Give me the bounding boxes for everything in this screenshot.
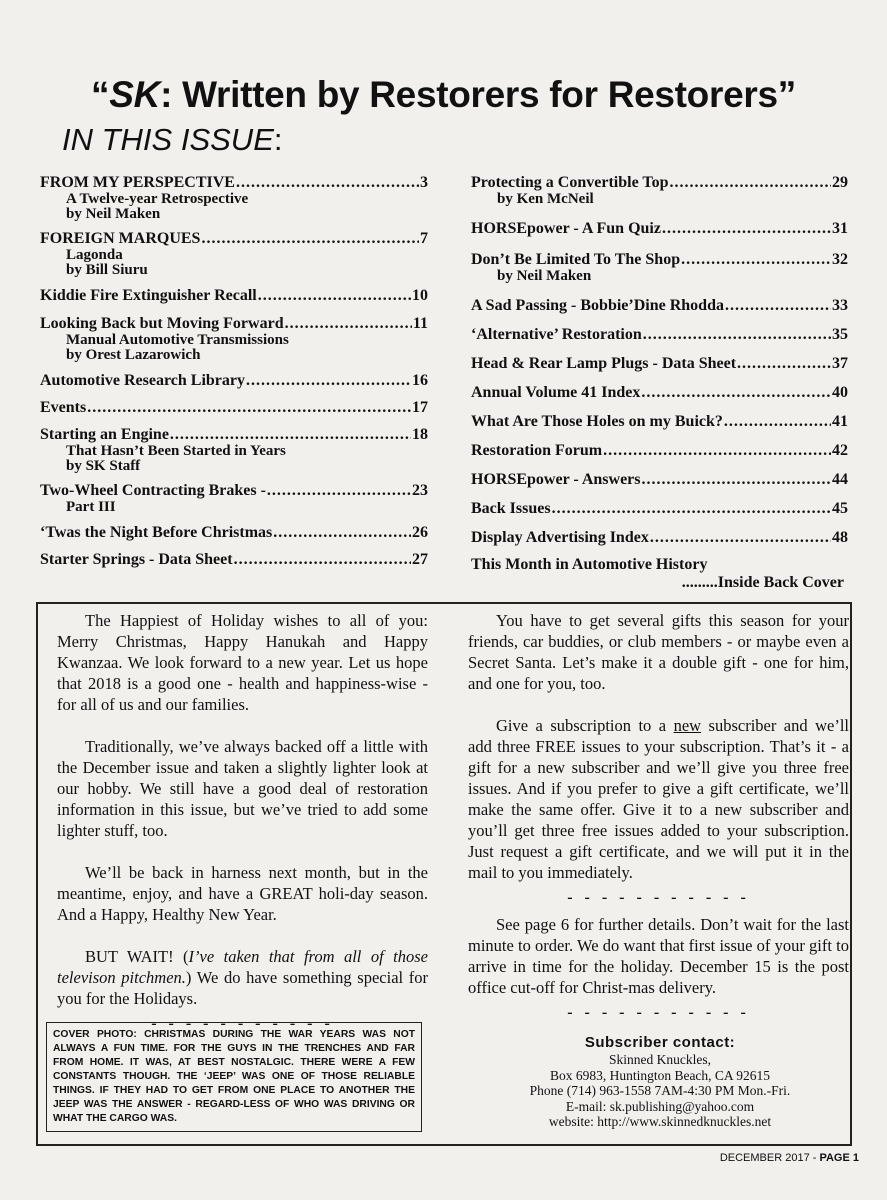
toc-page: 3 — [420, 174, 428, 191]
toc-leader — [552, 500, 831, 518]
toc-page: 29 — [832, 174, 848, 191]
toc-entry[interactable] — [471, 384, 848, 402]
toc-subtitle: Part III — [66, 499, 116, 515]
paragraph: BUT WAIT! (I’ve taken that from all of those televison pitchmen.) We do have something special for you for the Holidays. — [57, 947, 428, 1008]
toc-subtitle: by Ken McNeil — [497, 191, 594, 207]
toc-page: 23 — [412, 482, 428, 499]
toc-leader — [170, 426, 411, 444]
toc-page: 31 — [832, 220, 848, 237]
paragraph: Traditionally, we’ve always backed off a little with the December issue and taken a slightly lighter look at our hobby. We still have a good deal of restoration information in this issue, but we’ve tried to add some lighter stuff, too. — [57, 737, 428, 840]
toc-leader — [603, 442, 831, 460]
divider: - - - - - - - - - - - — [151, 1015, 334, 1032]
toc-entry[interactable] — [471, 251, 848, 284]
toc-page: .........Inside Back Cover — [681, 574, 844, 591]
toc-page: 11 — [412, 315, 428, 332]
toc-entry[interactable] — [40, 551, 428, 569]
headline-text: : Written by Restorers for Restorers” — [160, 74, 796, 115]
toc-subtitle: A Twelve-year Retrospective — [66, 191, 249, 207]
letter-right-column — [468, 610, 849, 1029]
paragraph: The Happiest of Holiday wishes to all of you: Merry Christmas, Happy Hanukah and Happy Kwanzaa. We look forward to a new year. Let us hope that 2018 is a good one - health and happiness-wise - for all of us and our families. — [57, 611, 428, 714]
toc-title: ‘Alternative’ Restoration — [471, 326, 642, 343]
toc-title: Back Issues — [471, 500, 551, 517]
toc-leader — [724, 413, 831, 431]
toc-page: 17 — [412, 399, 428, 416]
toc-title: HORSEpower - A Fun Quiz — [471, 220, 661, 237]
toc-leader — [234, 551, 411, 569]
subscriber-contact — [470, 1034, 850, 1130]
toc-page: 7 — [420, 230, 428, 247]
toc-title: Don’t Be Limited To The Shop — [471, 251, 681, 268]
paragraph: You have to get several gifts this season for your friends, car buddies, or club members - or maybe even a Secret Santa. Let’s make it a double gift - one for him, and one for you, too. — [468, 611, 849, 693]
toc-subtitle: by Neil Maken — [497, 268, 592, 284]
toc-title: Automotive Research Library — [40, 372, 245, 389]
toc-title: FROM MY PERSPECTIVE — [40, 174, 235, 191]
toc-page: 40 — [832, 384, 848, 401]
toc-page: 48 — [832, 529, 848, 546]
toc-leader — [662, 220, 831, 238]
toc-right-column — [471, 174, 848, 601]
contact-website[interactable]: website: http://www.skinnedknuckles.net — [548, 1114, 772, 1129]
toc-page: 27 — [412, 551, 428, 568]
toc-left-column — [40, 174, 428, 578]
letter-left-column — [57, 610, 428, 1040]
toc-page: 32 — [832, 251, 848, 268]
toc-subtitle: by Bill Siuru — [66, 262, 148, 278]
toc-entry[interactable] — [471, 297, 848, 315]
toc-entry[interactable] — [40, 174, 428, 222]
headline-sk: SK — [109, 74, 161, 115]
toc-subtitle: by Orest Lazarowich — [66, 347, 201, 363]
toc-title: Looking Back but Moving Forward — [40, 315, 284, 332]
divider: - - - - - - - - - - - — [567, 1004, 750, 1021]
toc-page: 45 — [832, 500, 848, 517]
toc-title: This Month in Automotive History — [471, 556, 708, 573]
toc-title: Starting an Engine — [40, 426, 169, 443]
toc-leader — [669, 174, 831, 192]
toc-leader — [643, 326, 831, 344]
contact-heading: Subscriber contact: — [584, 1034, 736, 1051]
toc-page: 18 — [412, 426, 428, 443]
toc-entry[interactable] — [40, 372, 428, 390]
link-new: new — [673, 716, 702, 735]
toc-leader — [681, 251, 831, 269]
contact-address: Box 6983, Huntington Beach, CA 92615 — [549, 1067, 771, 1083]
toc-page: 16 — [412, 372, 428, 389]
toc-entry[interactable] — [471, 500, 848, 518]
toc-leader — [642, 471, 832, 489]
toc-title: Starter Springs - Data Sheet — [40, 551, 233, 568]
toc-title: HORSEpower - Answers — [471, 471, 641, 488]
toc-entry[interactable] — [40, 230, 428, 278]
toc-page: 37 — [832, 355, 848, 372]
toc-page: 41 — [832, 413, 848, 430]
toc-title: Protecting a Convertible Top — [471, 174, 669, 191]
toc-title: Head & Rear Lamp Plugs - Data Sheet — [471, 355, 737, 372]
page-footer: DECEMBER 2017 - PAGE 1 — [719, 1152, 859, 1164]
toc-page: 26 — [412, 524, 428, 541]
toc-entry[interactable] — [471, 174, 848, 207]
toc-leader — [236, 174, 419, 192]
contact-phone: Phone (714) 963-1558 7AM-4:30 PM Mon.-Fri. — [529, 1083, 791, 1098]
toc-entry[interactable] — [471, 326, 848, 344]
toc-leader — [285, 315, 412, 333]
toc-title: FOREIGN MARQUES — [40, 230, 201, 247]
divider: - - - - - - - - - - - — [567, 889, 750, 906]
in-this-issue-heading — [62, 122, 283, 158]
toc-entry[interactable] — [471, 556, 848, 592]
toc-leader — [87, 399, 411, 417]
toc-title: Kiddie Fire Extinguisher Recall — [40, 287, 257, 304]
toc-leader — [246, 372, 411, 390]
contact-email[interactable]: E-mail: sk.publishing@yahoo.com — [565, 1098, 755, 1114]
toc-entry[interactable] — [40, 399, 428, 417]
toc-entry[interactable] — [40, 287, 428, 305]
toc-entry[interactable] — [40, 524, 428, 542]
toc-leader — [650, 529, 831, 547]
toc-subtitle: Lagonda — [66, 247, 123, 263]
in-this-issue-text: IN THIS ISSUE — [62, 122, 274, 157]
toc-leader — [725, 297, 831, 315]
toc-title: ‘Twas the Night Before Christmas — [40, 524, 273, 541]
paragraph: Give a subscription to a new subscriber and we’ll add three FREE issues to your subscription. That’s it - a gift for a new subscriber and we’ll give you three free issues. And if you prefer to give a gift certificate, we’ll make the same offer. Give it to a new subscriber and you’ll get three free issues added to your subscription. Just request a gift certificate, and we will put it in the mail to you immediately. — [468, 716, 850, 882]
toc-title: Two-Wheel Contracting Brakes - — [40, 482, 266, 499]
toc-entry[interactable] — [40, 426, 428, 474]
toc-title: What Are Those Holes on my Buick? — [471, 413, 723, 430]
toc-leader — [258, 287, 411, 305]
toc-page: 44 — [832, 471, 848, 488]
toc-entry[interactable] — [40, 482, 428, 515]
quote-mark: “ — [91, 74, 110, 115]
toc-leader — [273, 524, 411, 542]
toc-subtitle: Manual Automotive Transmissions — [66, 332, 289, 348]
toc-page: 33 — [832, 297, 848, 314]
toc-leader — [737, 355, 831, 373]
toc-subtitle: by SK Staff — [66, 458, 141, 474]
toc-subtitle: That Hasn’t Been Started in Years — [66, 443, 286, 459]
toc-entry[interactable] — [471, 471, 848, 489]
toc-title: A Sad Passing - Bobbie’Dine Rhodda — [471, 297, 724, 314]
toc-entry[interactable] — [471, 355, 848, 373]
toc-page: 42 — [832, 442, 848, 459]
toc-title: Restoration Forum — [471, 442, 603, 459]
contact-name: Skinned Knuckles, — [609, 1052, 711, 1067]
in-this-issue-colon: : — [273, 122, 283, 157]
toc-page: 35 — [832, 326, 848, 343]
toc-entry[interactable] — [471, 442, 848, 460]
toc-leader — [641, 384, 831, 402]
toc-entry[interactable] — [471, 413, 848, 431]
paragraph: We’ll be back in harness next month, but in the meantime, enjoy, and have a GREAT holi-day season. And a Happy, Healthy New Year. — [57, 863, 428, 924]
toc-entry[interactable] — [471, 529, 848, 547]
toc-entry[interactable] — [471, 220, 848, 238]
toc-entry[interactable] — [40, 315, 428, 363]
cover-photo-caption: COVER PHOTO: CHRISTMAS DURING THE WAR YEARS WAS NOT ALWAYS A FUN TIME. FOR THE GUYS IN THE TRENCHES AND FAR FROM HOME. IT WAS, AT BEST NOSTALGIC. THERE WERE A FEW CONSTANTS THOUGH. THE ‘JEEP’ WAS ONE OF THOSE RELIABLE THINGS. IF THEY HAD TO GET FROM ONE PLACE TO ANOTHER THE JEEP WAS THE ANSWER - REGARD-LESS OF WHO WAS DRIVING OR WHAT THE CARGO WAS. — [46, 1022, 422, 1132]
headline — [0, 74, 887, 116]
toc-subtitle: by Neil Maken — [66, 206, 161, 222]
toc-title: Annual Volume 41 Index — [471, 384, 641, 401]
toc-leader — [267, 482, 411, 500]
toc-page: 10 — [412, 287, 428, 304]
toc-title: Events — [40, 399, 87, 416]
toc-leader — [201, 230, 419, 248]
paragraph: See page 6 for further details. Don’t wait for the last minute to order. We do want that first issue of your gift to arrive in time for the holiday. December 15 is the post office cut-off for Christ-mas delivery. — [468, 915, 849, 997]
toc-title: Display Advertising Index — [471, 529, 649, 546]
